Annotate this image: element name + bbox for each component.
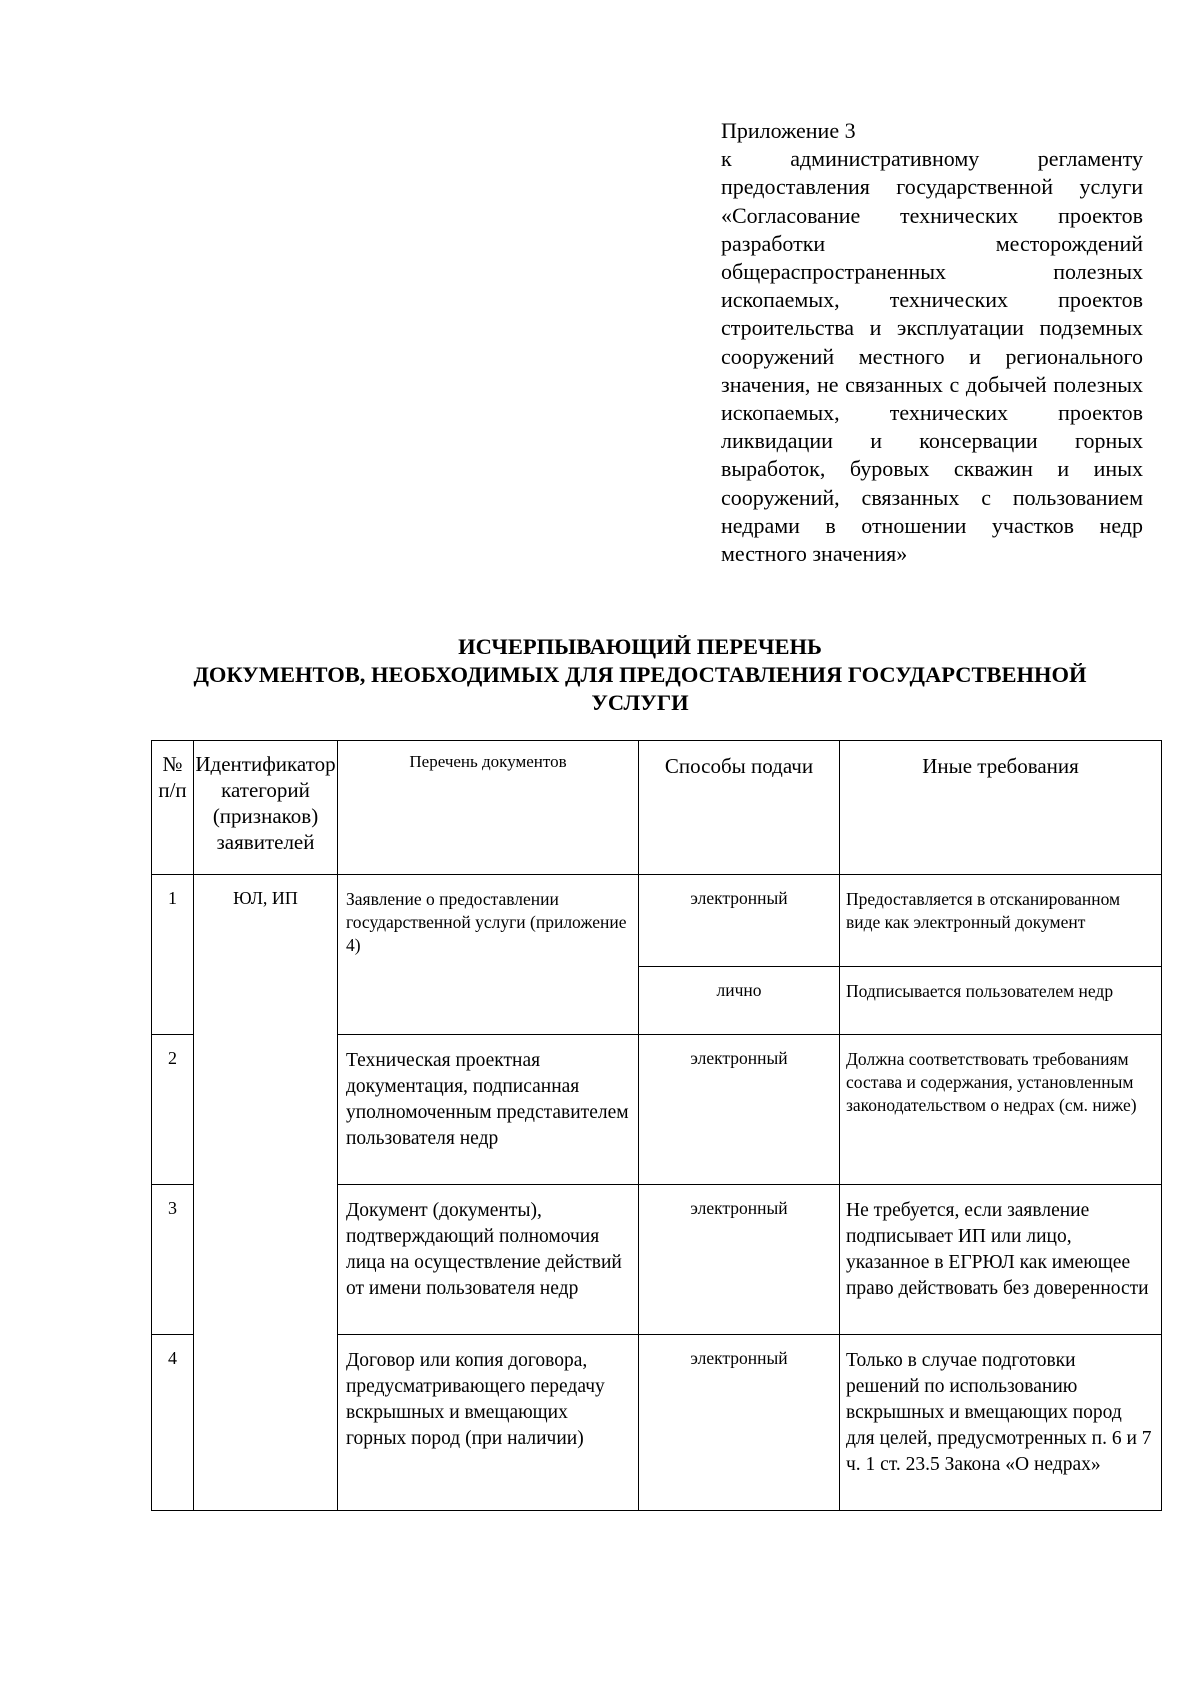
row-doc: Техническая проектная документация, подписанная уполномоченным представителем пользователя недр <box>338 1035 639 1185</box>
row-way: электронный <box>639 1035 840 1185</box>
row-req: Только в случае подготовки решений по использованию вскрышных и вмещающих пород для целей, предусмотренных п. 6 и 7 ч. 1 ст. 23.5 Закона «О недрах» <box>840 1335 1162 1511</box>
row-num: 2 <box>152 1035 194 1185</box>
row-way: лично <box>639 967 840 1035</box>
header-list: Перечень документов <box>338 741 639 875</box>
row-doc: Договор или копия договора, предусматривающего передачу вскрышных и вмещающих горных пород (при наличии) <box>338 1335 639 1511</box>
row-way: электронный <box>639 875 840 967</box>
row-doc: Заявление о предоставлении государственной услуги (приложение 4) <box>338 875 639 1035</box>
appendix-block <box>721 117 1143 568</box>
row-num: 3 <box>152 1185 194 1335</box>
row-req: Подписывается пользователем недр <box>840 967 1162 1035</box>
documents-table <box>151 740 1162 1511</box>
table-header-row <box>152 741 1162 875</box>
table-row <box>152 875 1162 967</box>
row-way: электронный <box>639 1185 840 1335</box>
header-num: № п/п <box>152 741 194 875</box>
row-doc: Документ (документы), подтверждающий полномочия лица на осуществление действий от имени пользователя недр <box>338 1185 639 1335</box>
row-way: электронный <box>639 1335 840 1511</box>
appendix-number: Приложение 3 <box>721 118 856 143</box>
title-line-1: ИСЧЕРПЫВАЮЩИЙ ПЕРЕЧЕНЬ <box>458 634 822 659</box>
row-req: Не требуется, если заявление подписывает ИП или лицо, указанное в ЕГРЮЛ как имеющее право действовать без доверенности <box>840 1185 1162 1335</box>
header-req: Иные требования <box>840 741 1162 875</box>
header-ways: Способы подачи <box>639 741 840 875</box>
appendix-description: к административному регламенту предоставления государственной услуги «Согласование технических проектов разработки месторождений общераспространенных полезных ископаемых, технических проектов строительства и эксплуатации подземных сооружений местного и регионального значения, не связанных с добычей полезных ископаемых, технических проектов ликвидации и консервации горных выработок, буровых скважин и иных сооружений, связанных с пользованием недрами в отношении участков недр местного значения» <box>721 146 1143 567</box>
row-num: 1 <box>152 875 194 1035</box>
header-ident: Идентификатор категорий (признаков) заявителей <box>194 741 338 875</box>
ident-cell: ЮЛ, ИП <box>194 875 338 1511</box>
title-line-2: ДОКУМЕНТОВ, НЕОБХОДИМЫХ ДЛЯ ПРЕДОСТАВЛЕНИЯ ГОСУДАРСТВЕННОЙ <box>193 662 1087 687</box>
row-req: Должна соответствовать требованиям состава и содержания, установленным законодательством о недрах (см. ниже) <box>840 1035 1162 1185</box>
document-title <box>140 633 1140 717</box>
title-line-3: УСЛУГИ <box>591 690 689 715</box>
row-num: 4 <box>152 1335 194 1511</box>
row-req: Предоставляется в отсканированном виде как электронный документ <box>840 875 1162 967</box>
